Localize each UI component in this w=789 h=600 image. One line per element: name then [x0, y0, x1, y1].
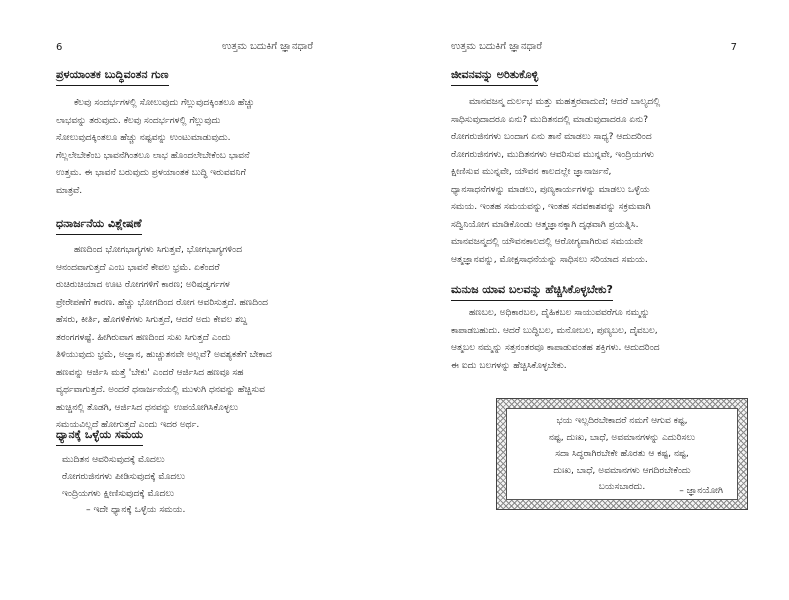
text-line: ಕಾಪಾಡಬಹುದು. ಆದರೆ ಬುದ್ಧಿಬಲ, ಮನೋಬಲ, ಪುಣ್ಯಬಲ, ದೈವಬಲ,: [451, 325, 658, 336]
text-line: ಸಮಯವಿಲ್ಲದೆ ಹೋಗುತ್ತದೆ ಎಂದು ಇದರ ಅರ್ಥ.: [56, 420, 200, 430]
quote-panel: [506, 408, 738, 500]
quote-line: ಸದಾ ಸಿದ್ಧರಾಗಿರಬೇಕೇ ಹೊರತು ಆ ಕಷ್ಟ, ನಷ್ಟ,: [555, 449, 689, 460]
text-line: ತಿಳಿಯುವುದು ಭ್ರಮೆ, ಅಜ್ಞಾನ, ಹುಚ್ಚುತನವೇ ಅಲ್ಲವೆ? ಅವಶ್ಯಕತೆಗೆ ಬೇಕಾದ: [56, 350, 272, 360]
text-line: ಈ ಐದು ಬಲಗಳನ್ನು ಹೆಚ್ಚಿಸಿಕೊಳ್ಳಬೇಕು.: [451, 360, 567, 371]
quote-line: ಭಯ ಇಲ್ಲದಿರಬೇಕಾದರೆ ನಮಗೆ ಆಗುವ ಕಷ್ಟ,: [556, 416, 688, 426]
verse-line: ರೋಗರುಜಿನಗಳು ಪೀಡಿಸುವುದಕ್ಕೆ ಮೊದಲು: [62, 472, 186, 482]
text-line: ಮಾನವಜನ್ಮದಲ್ಲಿ ಯೌವನಕಾಲದಲ್ಲಿ ಆರೋಗ್ಯವಾಗಿರುವ ಸಮಯವೇ: [451, 237, 643, 247]
text-line: ಧ್ಯಾನಸಾಧನೆಗಳನ್ನು ಮಾಡಲು, ಪುಣ್ಯಕಾರ್ಯಗಳನ್ನು ಮಾಡಲು ಒಳ್ಳೆಯ: [451, 184, 650, 195]
text-line: ಆತ್ಮಜ್ಞಾನವನ್ನು, ಮೋಕ್ಷಸಾಧನೆಯನ್ನು ಸಾಧಿಸಲು ಸರಿಯಾದ ಸಮಯ.: [451, 254, 648, 265]
text-line: ಆತ್ಮಬಲ ನಮ್ಮನ್ನು ಸತ್ತನಂತರವೂ ಕಾಪಾಡುವಂತಹ ಶಕ್ತಿಗಳು. ಆದುದರಿಂದ: [451, 343, 660, 353]
quote-signature: – ಜ್ಞಾನಯೋಗಿ: [679, 486, 723, 496]
section-paragraph: [451, 305, 743, 375]
text-line: ಮಾನವಜನ್ಮ ದುರ್ಲಭ ಮತ್ತು ಮಹತ್ತರವಾದುದೆ; ಆದರೆ ಬಾಲ್ಯದಲ್ಲಿ: [469, 97, 661, 107]
verse-block: [62, 452, 185, 503]
text-line: ರೋಗರುಜಿನಗಳು ಬಂದಾಗ ಏನು ತಾನೆ ಮಾಡಲು ಸಾಧ್ಯ? ಆದುದರಿಂದ: [451, 132, 652, 142]
running-head: ಉತ್ತಮ ಬದುಕಿಗೆ ಜ್ಞಾನಧಾರೆ: [451, 41, 543, 52]
verse-signature: – ಇದೇ ಧ್ಯಾನಕ್ಕೆ ಒಳ್ಳೆಯ ಸಮಯ.: [86, 505, 186, 515]
text-line: ಪ್ರೇರೇಪಣೆಗೆ ಕಾರಣ. ಹೆಚ್ಚು ಭೋಗದಿಂದ ರೋಗ ಆವರಿಸುತ್ತದೆ. ಹಣದಿಂದ: [56, 297, 269, 308]
quote-line: ಬಯಸಬಾರದು.: [598, 482, 646, 493]
quote-line: ದುಃಖ, ಬಾಧೆ, ಅವಮಾನಗಳು ಆಗದಿರಬೇಕೆಂದು: [553, 465, 691, 476]
running-head: ಉತ್ತಮ ಬದುಕಿಗೆ ಜ್ಞಾನಧಾರೆ: [222, 41, 314, 52]
section-paragraph: [56, 242, 352, 435]
text-line: ಆನಂದವಾಗುತ್ತದೆ ಎಂಬ ಭಾವನೆ ಕೇವಲ ಭ್ರಮೆ. ಏಕೆಂದರೆ: [56, 262, 220, 273]
text-line: ಹಣದಿಂದ ಭೋಗಭಾಗ್ಯಗಳು ಸಿಗುತ್ತವೆ, ಭೋಗಭಾಗ್ಯಗಳಿಂದ: [74, 245, 243, 255]
quote-text: [507, 413, 737, 496]
text-line: ಹುಚ್ಚಿನಲ್ಲಿ ತೊಡಗಿ, ಆರ್ಜಿಸಿದ ಧನವನ್ನು ಉಪಯೋಗಿಸಿಕೊಳ್ಳಲು: [56, 402, 239, 413]
text-line: ಹಣವನ್ನು ಆರ್ಜಿಸಿ ಮತ್ತೆ 'ಬೇಕು' ಎಂದರೆ ಆರ್ಜಿಸಿದ ಹಣವೂ ಸಹ: [56, 367, 244, 378]
page-number: 6: [56, 42, 63, 53]
text-line: ಸದ್ವಿನಿಯೋಗ ಮಾಡಿಕೊಂಡು ಆತ್ಮಜ್ಞಾನಕ್ಕಾಗಿ ದೃಢವಾಗಿ ಪ್ರಯತ್ನಿಸಿ.: [451, 219, 639, 230]
section-heading: ಪ್ರಳಯಾಂತಕ ಬುದ್ಧಿವಂತನ ಗುಣ: [56, 68, 169, 86]
left-page: [0, 0, 394, 600]
section-heading: ಜೀವನವನ್ನು ಅರಿತುಕೊಳ್ಳಿ: [451, 68, 538, 86]
text-line: ವ್ಯರ್ಥವಾಗುತ್ತದೆ. ಅಂದರೆ ಧನಾರ್ಜನೆಯಲ್ಲಿ ಮುಳುಗಿ ಧನವನ್ನು ಹೆಚ್ಚಿಸುವ: [56, 385, 266, 395]
text-line: ಗೆಲ್ಲಲೇಬೇಕೆಂಬ ಭಾವನೆಗಿಂತಲೂ ಲಾಭ ಹೊಂದಲೇಬೇಕೆಂಬ ಭಾವನೆ: [56, 150, 250, 161]
page-number: 7: [730, 42, 737, 53]
text-line: ಸಾಧಿಸುವುದಾದರೂ ಏನು? ಮುದಿತನದಲ್ಲಿ ಮಾಡುವುದಾದರೂ ಏನು?: [451, 114, 649, 125]
text-line: ಲಾಭವನ್ನು ತರುವುದು. ಕೆಲವು ಸಂದರ್ಭಗಳಲ್ಲಿ ಗೆಲ್ಲುವುದು: [56, 115, 221, 126]
text-line: ಕ್ಷೀಣಿಸುವ ಮುನ್ನವೇ, ಯೌವನ ಕಾಲದಲ್ಲೇ ಜ್ಞಾನಾರ್ಜನೆ,: [451, 167, 612, 177]
section-heading: ಧ್ಯಾನಕ್ಕೆ ಒಳ್ಳೆಯ ಸಮಯ: [56, 428, 143, 446]
text-line: ರೋಗರುಜಿನಗಳು, ಮುದಿತನಗಳು ಆವರಿಸುವ ಮುನ್ನವೇ, ಇಂದ್ರಿಯಗಳು: [451, 149, 655, 160]
section-heading: ಮನುಜ ಯಾವ ಬಲವನ್ನು ಹೆಚ್ಚಿಸಿಕೊಳ್ಳಬೇಕು?: [451, 283, 613, 301]
text-line: ಸೋಲುವುದಕ್ಕಿಂತಲೂ ಹೆಚ್ಚು ನಷ್ಟವನ್ನು ಉಂಟುಮಾಡುವುದು.: [56, 133, 231, 143]
text-line: ಉತ್ತಮ. ಈ ಭಾವನೆ ಬರುವುದು ಪ್ರಳಯಾಂತಕ ಬುದ್ಧಿ ಇರುವವನಿಗೆ: [56, 168, 246, 178]
quote-box: [496, 398, 748, 510]
verse-line: ಇಂದ್ರಿಯಗಳು ಕ್ಷೀಣಿಸುವುದಕ್ಕೆ ಮೊದಲು: [62, 489, 175, 499]
text-line: ಹಣಬಲ, ಅಧಿಕಾರಬಲ, ದೈಹಿಕಬಲ ಸಾಯುವವರೆಗೂ ನಮ್ಮನ್ನು: [469, 308, 650, 318]
text-line: ಮಾತ್ರವೆ.: [56, 185, 83, 196]
text-line: ರುಚಿರುಚಿಯಾದ ಊಟ ರೋಗಗಳಿಗೆ ಕಾರಣ; ಅರಿಷಡ್ವರ್ಗಗಳ: [56, 280, 230, 290]
verse-line: ಮುದಿತನ ಆವರಿಸುವುದಕ್ಕೆ ಮೊದಲು: [62, 455, 165, 465]
quote-line: ನಷ್ಟ, ದುಃಖ, ಬಾಧೆ, ಅವಮಾನಗಳನ್ನು ಎದುರಿಸಲು: [548, 432, 696, 443]
section-paragraph: [56, 95, 352, 200]
right-page: [395, 0, 789, 600]
section-paragraph: [451, 94, 743, 269]
text-line: ಹೆಸರು, ಕೀರ್ತಿ, ಹೊಗಳಿಕೆಗಳು ಸಿಗುತ್ತದೆ, ಆದರೆ ಅದು ಕೇವಲ ಶಬ್ದ: [56, 315, 248, 325]
text-line: ಕೆಲವು ಸಂದರ್ಭಗಳಲ್ಲಿ ಸೋಲುವುದು ಗೆಲ್ಲುವುದಕ್ಕಿಂತಲೂ ಹೆಚ್ಚು: [74, 98, 255, 108]
text-line: ಸಮಯ. ಇಂತಹ ಸಮಯವನ್ನು, ಇಂತಹ ಸದವಕಾಶವನ್ನು ಸಕ್ರಮವಾಗಿ: [451, 202, 651, 212]
section-heading: ಧನಾರ್ಜನೆಯ ವಿಶ್ಲೇಷಣೆ: [56, 217, 142, 235]
text-line: ತರಂಗಗಳಷ್ಟೆ. ಹೀಗಿರುವಾಗ ಹಣದಿಂದ ಸುಖ ಸಿಗುತ್ತದೆ ಎಂದು: [56, 332, 231, 343]
